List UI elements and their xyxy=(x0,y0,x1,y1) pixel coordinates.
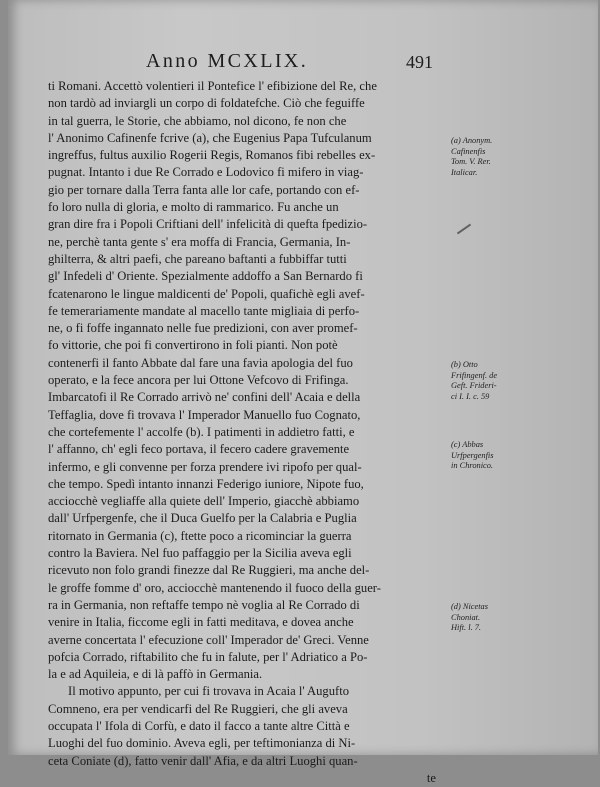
text-line: ra in Germania, non reftaffe tempo nè voglia al Re Corrado di xyxy=(48,597,360,612)
text-line: ingreffus, fultus auxilio Rogerii Regis, Romanos fibi rebelles ex- xyxy=(48,148,376,163)
text-line: dall' Urfpergenfe, che il Duca Guelfo per la Calabria e Puglia xyxy=(48,511,357,526)
text-line: Luoghi del fuo dominio. Aveva egli, per teftimonianza di Ni- xyxy=(48,736,356,751)
main-text xyxy=(48,78,446,787)
margin-note-c: (c) Abbas Urfpergenfis in Chronico. xyxy=(451,440,494,470)
text-line: ritornato in Germania (c), ftette poco a ricominciar la guerra xyxy=(48,528,352,543)
text-line: infermo, e gli convenne per forza prendere ivi ripofo per qual- xyxy=(48,459,362,474)
text-line: gio per tornare dalla Terra fanta alle lor cafe, portando con ef- xyxy=(48,182,360,197)
text-line: ti Romani. Accettò volentieri il Pontefice l' efibizione del Re, che xyxy=(48,79,377,93)
text-line: operato, e la fece ancora per lui Ottone Vefcovo di Frifinga. xyxy=(48,373,349,388)
text-line: fo loro nulla di gloria, e molto di rammarico. Fu anche un xyxy=(48,200,339,215)
text-line: gran dire fra i Popoli Criftiani dell' infelicità di quefta fpedizio- xyxy=(48,217,368,232)
text-line: pugnat. Intanto i due Re Corrado e Lodovico fi mifero in viag- xyxy=(48,165,364,180)
text-line: ne, perchè tanta gente s' era moffa di Francia, Germania, In- xyxy=(48,234,351,249)
text-line: Comneno, era per vendicarfi del Re Ruggieri, che gli aveva xyxy=(48,701,348,716)
text-line: le groffe fomme d' oro, acciocchè mantenendo il fuoco della guer- xyxy=(48,580,381,595)
text-line: venire in Italia, ficcome egli in fatti meditava, e dovea anche xyxy=(48,615,354,630)
page-number: 491 xyxy=(406,52,433,72)
text-line: che cortefemente l' accolfe (b). I patimenti in addietro fatti, e xyxy=(48,424,355,439)
margin-note-a: (a) Anonym. Cafinenfis Tom. V. Rer. Italicar. xyxy=(451,136,493,177)
pencil-mark xyxy=(457,224,471,235)
text-line: che tempo. Spedì intanto innanzi Federigo iuniore, Nipote fuo, xyxy=(48,476,364,491)
text-line: la e ad Aquileia, e di là paffò in Germania. xyxy=(48,667,263,682)
text-line: ne, o fi foffe ingannato nelle fue predizioni, con aver promef- xyxy=(48,321,358,336)
page-header xyxy=(8,50,598,76)
text-line: contro la Baviera. Nel fuo paffaggio per la Sicilia aveva egli xyxy=(48,546,352,561)
text-line: pofcia Corrado, riftabilito che fu in falute, per l' Adriatico a Po- xyxy=(48,649,368,664)
text-line: in tal guerra, le Storie, che abbiamo, nol dicono, fe non che xyxy=(48,113,347,128)
text-line: acciocchè vegliaffe alla quiete dell' Imperio, giacchè abbiamo xyxy=(48,494,360,509)
running-title: Anno MCXLIX. xyxy=(146,50,309,72)
text-line: fe temerariamente mandate al macello tante migliaia di perfo- xyxy=(48,303,360,318)
margin-note-b: (b) Otto Frifingenf. de Geft. Frideri- ci I. I. c. 59 xyxy=(451,360,498,401)
text-line: non tardò ad inviargli un corpo di foldatefche. Ciò che feguiffe xyxy=(48,96,365,111)
text-line: contenerfi il fanto Abbate dal fare una favia apologia del fuo xyxy=(48,355,353,370)
text-line: ghilterra, & altri paefi, che pareano baftanti a fubbiffar tutti xyxy=(48,251,347,266)
text-line: l' Anonimo Cafinenfe fcrive (a), che Eugenius Papa Tufculanum xyxy=(48,130,372,145)
text-line: Imbarcatofi il Re Corrado arrivò ne' confini dell' Acaia e della xyxy=(48,390,361,405)
text-line: Teffaglia, dove fi trovava l' Imperador Manuello fuo Cognato, xyxy=(48,407,361,422)
catchword: te xyxy=(426,770,436,785)
text-line: l' affanno, ch' egli feco portava, il fecero cadere gravemente xyxy=(48,442,350,457)
text-line: ricevuto non folo grandi finezze dal Re Ruggieri, ma anche del- xyxy=(48,563,370,578)
text-line: Il motivo appunto, per cui fi trovava in Acaia l' Augufto xyxy=(68,684,350,699)
text-line: occupata l' Ifola di Corfù, e dato il facco a tante altre Città e xyxy=(48,718,350,733)
text-line: fo vittorie, che poi fi convertirono in foli pianti. Non potè xyxy=(48,338,338,353)
book-page xyxy=(8,0,598,785)
text-line: averne concertata l' efecuzione coll' Imperador de' Greci. Venne xyxy=(48,632,369,647)
text-line: gl' Infedeli d' Oriente. Spezialmente addoffo a San Bernardo fi xyxy=(48,269,363,284)
margin-note-d: (d) Nicetas Choniat. Hift. l. 7. xyxy=(451,602,488,632)
text-line: ceta Coniate (d), fatto venir dall' Afia, e da altri Luoghi quan- xyxy=(48,753,358,768)
text-line: fcatenarono le lingue maldicenti de' Popoli, quafichè egli avef- xyxy=(48,286,365,301)
